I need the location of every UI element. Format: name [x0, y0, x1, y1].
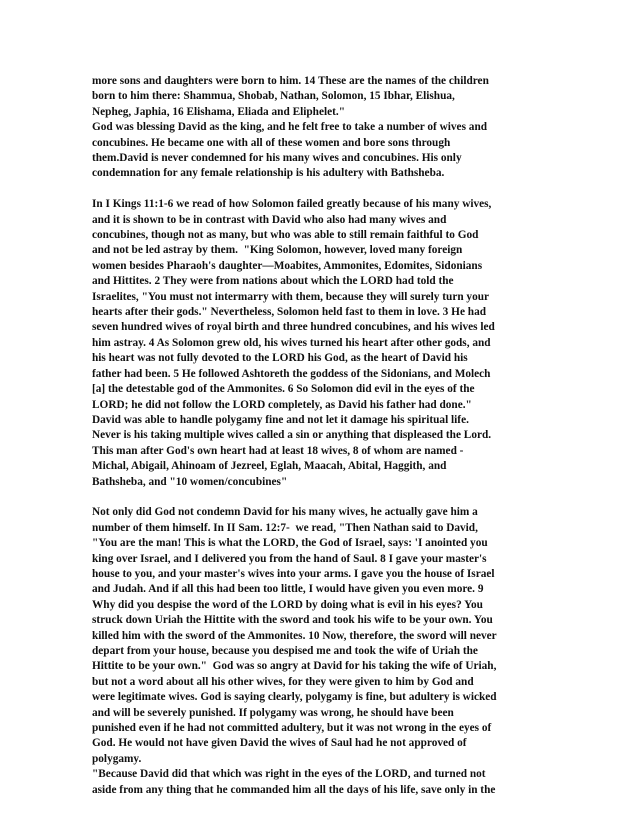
paragraph	[92, 505, 542, 798]
text-line: father had been. 5 He followed Ashtoreth the goddess of the Sidonians, and Molech	[92, 367, 491, 380]
text-line: LORD; he did not follow the LORD completely, as David his father had done."	[92, 398, 472, 411]
text-line: This man after God's own heart had at least 18 wives, 8 of whom are named -	[92, 444, 464, 457]
text-line: number of them himself. In II Sam. 12:7- we read, "Then Nathan said to David,	[92, 521, 478, 534]
text-line: seven hundred wives of royal birth and three hundred concubines, and his wives led	[92, 321, 495, 334]
text-line: "You are the man! This is what the LORD, the God of Israel, says: 'I anointed you	[92, 537, 488, 550]
text-line: concubines, though not as many, but who was able to still remain faithful to God	[92, 229, 479, 242]
text-line: David was able to handle polygamy fine and not let it damage his spiritual life.	[92, 413, 469, 426]
text-line: Nepheg, Japhia, 16 Elishama, Eliada and Eliphelet."	[92, 105, 345, 118]
paragraph-gap	[92, 182, 542, 197]
text-line: struck down Uriah the Hittite with the sword and took his wife to be your own. You	[92, 614, 493, 627]
paragraph	[92, 74, 542, 182]
text-line: and not be led astray by them. "King Solomon, however, loved many foreign	[92, 244, 463, 257]
text-line: aside from any thing that he commanded him all the days of his life, save only in the	[92, 783, 496, 796]
text-line: women besides Pharaoh's daughter—Moabites, Ammonites, Edomites, Sidonians	[92, 259, 483, 272]
text-line: "Because David did that which was right in the eyes of the LORD, and turned not	[92, 768, 486, 781]
text-line: and will be severely punished. If polygamy was wrong, he should have been	[92, 706, 454, 719]
text-line: Bathsheba, and "10 women/concubines"	[92, 475, 288, 488]
text-line: God was blessing David as the king, and he felt free to take a number of wives and	[92, 121, 488, 134]
text-line: but not a word about all his other wives, for they were given to him by God and	[92, 675, 474, 688]
text-line: Michal, Abigail, Ahinoam of Jezreel, Eglah, Maacah, Abital, Haggith, and	[92, 460, 447, 473]
text-line: depart from your house, because you despised me and took the wife of Uriah the	[92, 645, 478, 657]
text-line: king over Israel, and I delivered you from the hand of Saul. 8 I gave your master's	[92, 552, 487, 565]
text-line: and Hittites. 2 They were from nations about which the LORD had told the	[92, 275, 454, 288]
text-line: concubines. He became one with all of these women and bore sons through	[92, 136, 451, 149]
text-line: his heart was not fully devoted to the LORD his God, as the heart of David his	[92, 352, 468, 365]
text-line: Never is his taking multiple wives called a sin or anything that displeased the Lord.	[92, 429, 492, 442]
paragraph	[92, 197, 542, 490]
text-line: were legitimate wives. God is saying clearly, polygamy is fine, but adultery is wicked	[92, 691, 497, 704]
text-line: more sons and daughters were born to him. 14 These are the names of the children	[92, 75, 489, 87]
text-line: and Judah. And if all this had been too little, I would have given you even more. 9	[92, 583, 484, 596]
text-line: punished even if he had not committed adultery, but it was not wrong in the eyes of	[92, 722, 492, 735]
text-line: house to you, and your master's wives into your arms. I gave you the house of Israel	[92, 567, 495, 580]
text-line: them.David is never condemned for his many wives and concubines. His only	[92, 152, 462, 165]
text-line: hearts after their gods." Nevertheless, Solomon held fast to them in love. 3 He had	[92, 306, 486, 319]
text-line: polygamy.	[92, 752, 142, 765]
text-line: condemnation for any female relationship is his adultery with Bathsheba.	[92, 167, 445, 180]
text-line: [a] the detestable god of the Ammonites. 6 So Solomon did evil in the eyes of the	[92, 383, 475, 396]
text-line: Israelites, "You must not intermarry with them, because they will surely turn your	[92, 290, 490, 303]
text-line: Why did you despise the word of the LORD by doing what is evil in his eyes? You	[92, 598, 483, 611]
text-line: Not only did God not condemn David for his many wives, he actually gave him a	[92, 506, 478, 519]
text-line: In I Kings 11:1-6 we read of how Solomon failed greatly because of his many wives,	[92, 198, 492, 211]
text-line: and it is shown to be in contrast with David who also had many wives and	[92, 213, 447, 226]
text-line: Hittite to be your own." God was so angry at David for his taking the wife of Uriah,	[92, 660, 497, 673]
text-line: born to him there: Shammua, Shobab, Nathan, Solomon, 15 Ibhar, Elishua,	[92, 90, 455, 103]
text-line: God. He would not have given David the wives of Saul had he not approved of	[92, 737, 467, 750]
paragraph-gap	[92, 490, 542, 505]
text-line: killed him with the sword of the Ammonites. 10 Now, therefore, the sword will never	[92, 629, 497, 642]
document-body	[92, 74, 542, 798]
text-line: him astray. 4 As Solomon grew old, his wives turned his heart after other gods, and	[92, 336, 491, 349]
